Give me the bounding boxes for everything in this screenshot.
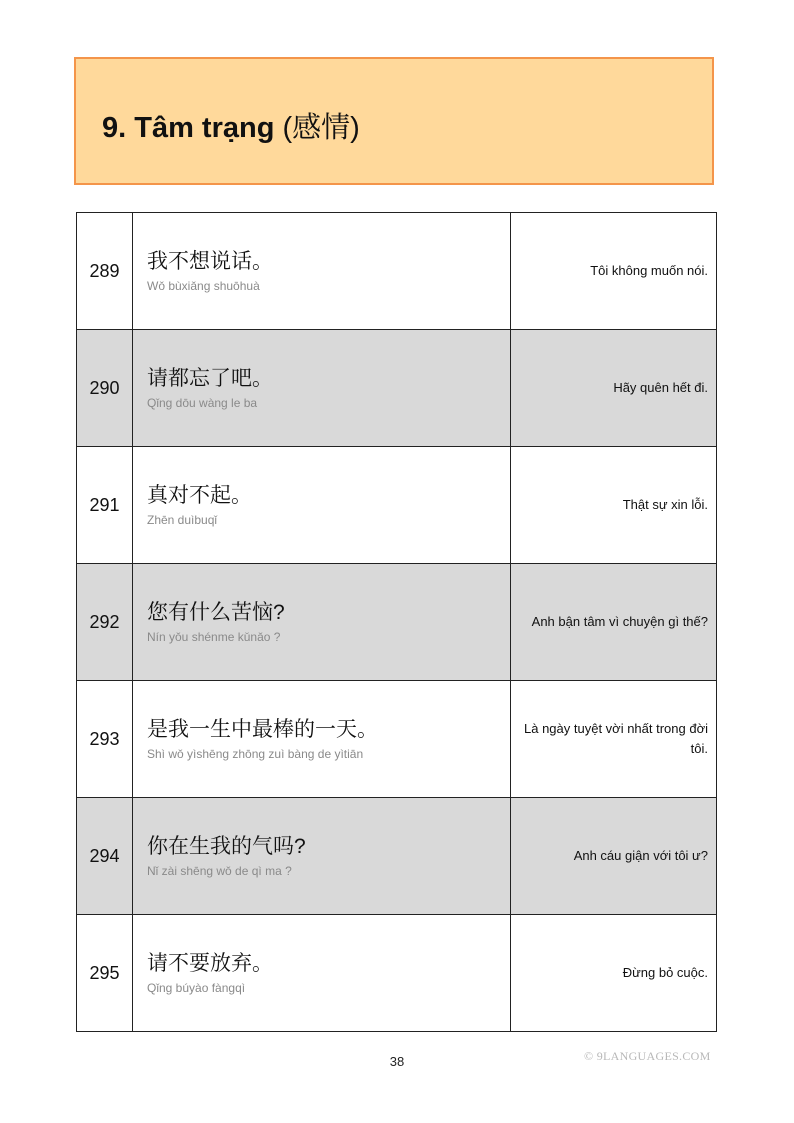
table-row	[77, 915, 717, 1032]
watermark: © 9LANGUAGES.COM	[584, 1049, 711, 1063]
vietnamese-translation: Thật sự xin lỗi.	[511, 447, 717, 564]
phrase-cell	[133, 213, 511, 330]
chinese-phrase: 您有什么苦恼?	[147, 601, 285, 624]
chinese-phrase: 请都忘了吧。	[147, 367, 273, 390]
row-number: 290	[77, 330, 133, 447]
table-row	[77, 213, 717, 330]
section-title-vi: 9. Tâm trạng	[102, 112, 283, 144]
table-row	[77, 447, 717, 564]
chinese-phrase: 我不想说话。	[147, 250, 273, 273]
row-number: 293	[77, 681, 133, 798]
pinyin-text: Shì wǒ yìshēng zhōng zuì bàng de yìtiān	[147, 747, 364, 761]
chinese-phrase: 请不要放弃。	[147, 952, 273, 975]
pinyin-text: Nǐ zài shēng wǒ de qì ma ?	[147, 864, 292, 878]
table-row	[77, 564, 717, 681]
pinyin-text: Zhēn duìbuqǐ	[147, 513, 218, 527]
chinese-phrase: 是我一生中最棒的一天。	[147, 718, 378, 741]
row-number: 294	[77, 798, 133, 915]
chinese-phrase: 你在生我的气吗?	[147, 835, 306, 858]
table-row	[77, 798, 717, 915]
vietnamese-translation: Tôi không muốn nói.	[511, 213, 717, 330]
section-title	[102, 105, 360, 146]
section-title-zh: (感情)	[282, 112, 360, 144]
row-number: 292	[77, 564, 133, 681]
phrase-cell	[133, 681, 511, 798]
chinese-phrase: 真对不起。	[147, 484, 252, 507]
vietnamese-translation: Anh bận tâm vì chuyện gì thế?	[511, 564, 717, 681]
phrase-cell	[133, 330, 511, 447]
vietnamese-translation: Là ngày tuyệt vời nhất trong đời tôi.	[511, 681, 717, 798]
phrase-cell	[133, 564, 511, 681]
row-number: 295	[77, 915, 133, 1032]
pinyin-text: Qǐng búyào fàngqì	[147, 981, 246, 995]
pinyin-text: Wǒ bùxiǎng shuōhuà	[147, 279, 260, 293]
section-title-box	[74, 57, 714, 185]
vietnamese-translation: Đừng bỏ cuộc.	[511, 915, 717, 1032]
table-row	[77, 681, 717, 798]
vietnamese-translation: Anh cáu giận với tôi ư?	[511, 798, 717, 915]
pinyin-text: Nín yǒu shénme kǔnǎo ?	[147, 630, 281, 644]
row-number: 289	[77, 213, 133, 330]
pinyin-text: Qǐng dōu wàng le ba	[147, 396, 258, 410]
phrase-table	[76, 212, 717, 1032]
page-number: 38	[389, 1054, 405, 1069]
phrase-cell	[133, 798, 511, 915]
row-number: 291	[77, 447, 133, 564]
phrase-cell	[133, 447, 511, 564]
vietnamese-translation: Hãy quên hết đi.	[511, 330, 717, 447]
phrase-cell	[133, 915, 511, 1032]
table-row	[77, 330, 717, 447]
